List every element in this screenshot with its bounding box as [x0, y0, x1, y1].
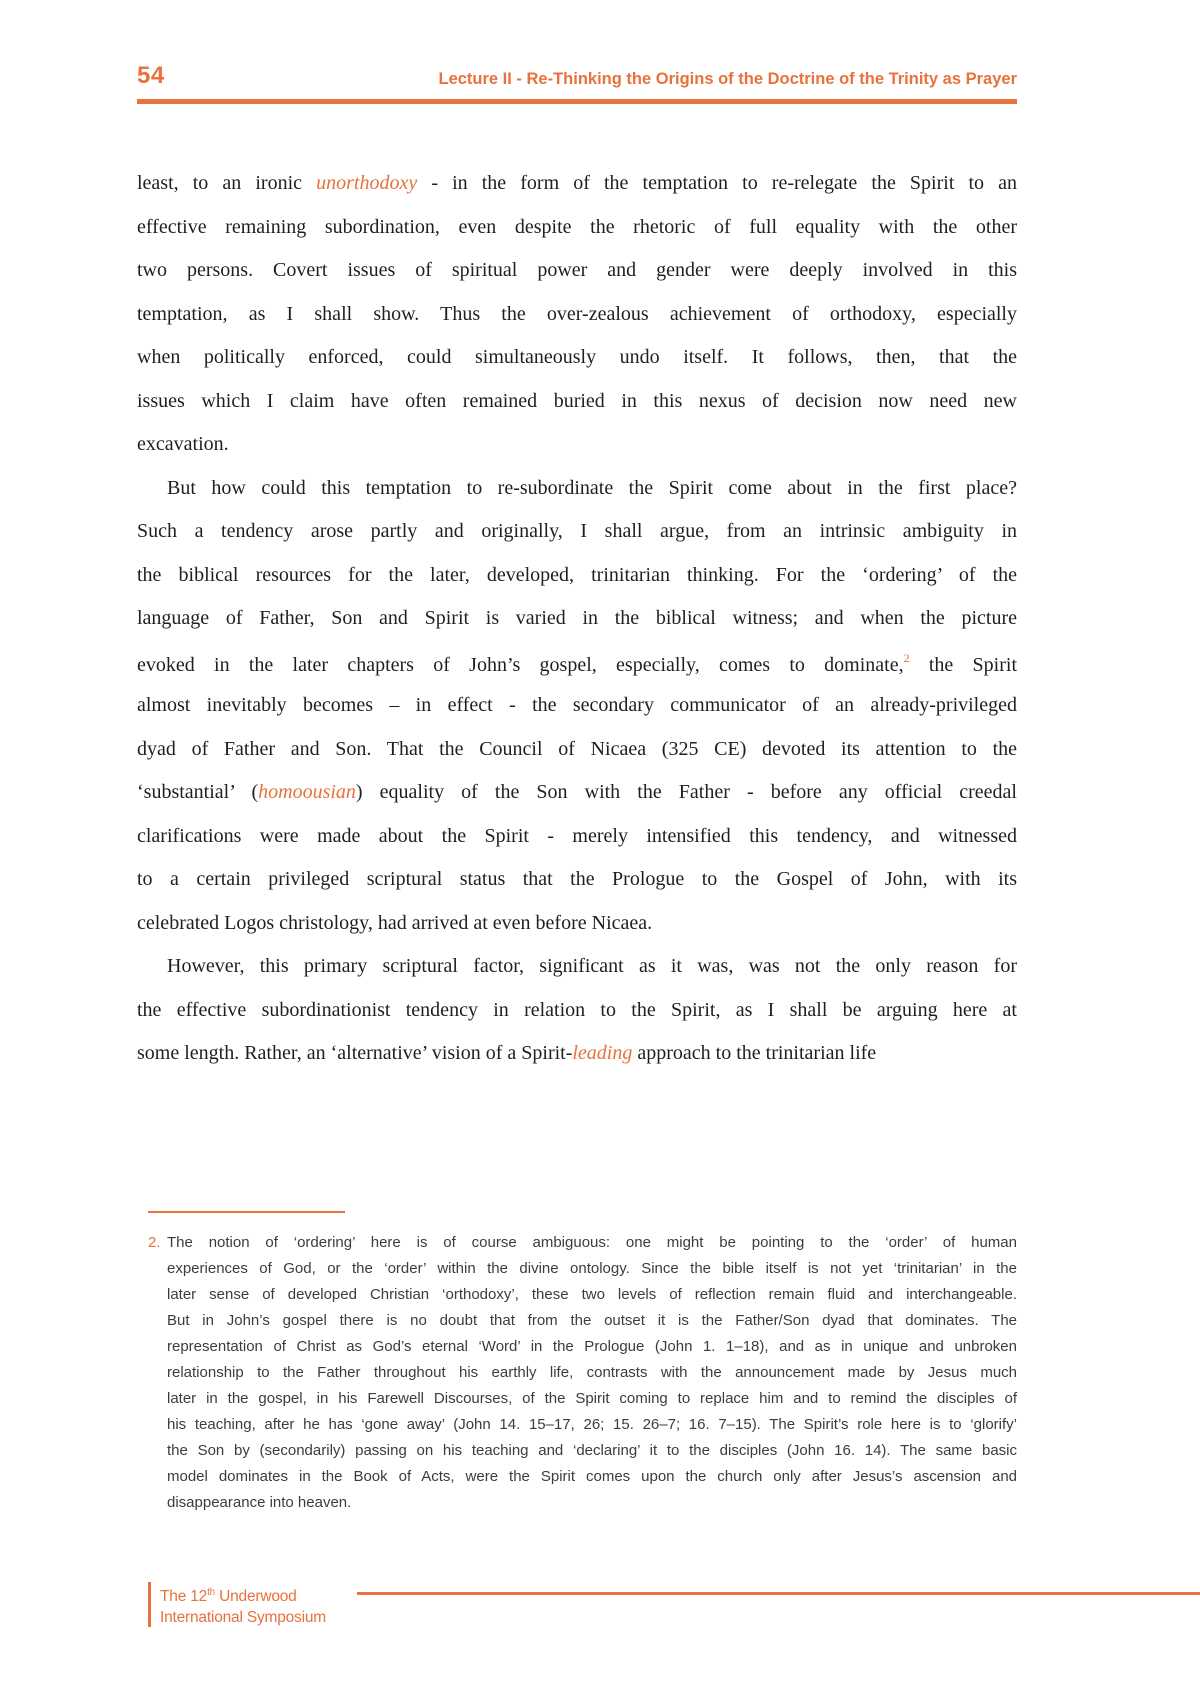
text-segment: the effective subordinationist tendency in relation to the Spirit, as I shall be arguing here at — [137, 998, 1017, 1021]
footnote-lines — [167, 1234, 1017, 1520]
text-line — [137, 520, 1017, 564]
text-segment: when politically enforced, could simultaneously undo itself. It follows, then, that the — [137, 346, 1017, 368]
text-segment-accent: leading — [572, 1042, 633, 1064]
text-segment: the biblical resources for the later, developed, trinitarian thinking. For the ‘ordering’ of the — [137, 563, 1017, 586]
text-line — [137, 607, 1017, 651]
text-segment: celebrated Logos christology, had arrived at even before Nicaea. — [137, 911, 653, 934]
text-line — [167, 1286, 1017, 1312]
footer-title-pre: The 12 — [160, 1588, 208, 1605]
text-segment: the Spirit — [909, 653, 1017, 676]
text-line — [137, 433, 1017, 477]
text-line — [167, 1338, 1017, 1364]
text-segment: Such a tendency arose partly and originally, I shall argue, from an intrinsic ambiguity in — [137, 520, 1017, 542]
text-line — [137, 825, 1017, 869]
text-line — [167, 1260, 1017, 1286]
text-line — [137, 303, 1017, 347]
footnote-number: 2. — [148, 1234, 161, 1251]
text-line — [137, 390, 1017, 434]
text-line — [167, 1234, 1017, 1260]
text-segment: ‘substantial’ ( — [137, 781, 259, 803]
body-paragraphs — [137, 172, 1017, 1086]
text-segment: ) equality of the Son with the Father - before any official creedal — [355, 781, 1017, 803]
text-segment: later sense of developed Christian ‘orthodoxy’, these two levels of reflection remain fluid and interchangeable. — [167, 1286, 1017, 1303]
text-line — [137, 1042, 1017, 1086]
text-line — [137, 564, 1017, 608]
footer-imprint-line2: International Symposium — [160, 1609, 326, 1626]
text-segment: - in the form of the temptation to re-relegate the Spirit to an — [417, 172, 1017, 194]
footer-imprint-line1 — [160, 1582, 326, 1607]
text-segment: model dominates in the Book of Acts, were the Spirit comes upon the church only after Jesus’s ascension and — [167, 1468, 1017, 1485]
text-line — [137, 651, 1017, 695]
text-segment: almost inevitably becomes – in effect - the secondary communicator of an already-privileged — [137, 694, 1017, 716]
text-line — [137, 477, 1017, 521]
text-line — [137, 999, 1017, 1043]
text-segment: some length. Rather, an ‘alternative’ vision of a Spirit- — [137, 1042, 573, 1064]
text-segment: disappearance into heaven. — [167, 1494, 352, 1511]
text-segment: However, this primary scriptural factor, significant as it was, was not the only reason for — [167, 955, 1017, 977]
text-line — [137, 346, 1017, 390]
text-segment-accent: homoousian — [258, 781, 356, 803]
text-segment: language of Father, Son and Spirit is varied in the biblical witness; and when the picture — [137, 607, 1017, 629]
text-segment: his teaching, after he has ‘gone away’ (John 14. 15–17, 26; 15. 26–7; 16. 7–15). The Spirit’s role here is to ‘glorify’ — [167, 1416, 1017, 1433]
text-segment-accent: 2 — [903, 650, 910, 665]
text-segment: least, to an ironic — [137, 172, 317, 194]
text-segment: clarifications were made about the Spirit - merely intensified this tendency, and witnessed — [137, 824, 1017, 847]
text-line — [137, 216, 1017, 260]
text-segment: the Son by (secondarily) passing on his teaching and ‘declaring’ it to the disciples (John 16. 14). The same basic — [167, 1442, 1017, 1459]
footer-accent-bar — [148, 1582, 151, 1627]
footnote-inner — [137, 1234, 1017, 1520]
text-line — [137, 738, 1017, 782]
footer-title-post: Underwood — [215, 1588, 297, 1605]
footnote-separator — [148, 1211, 345, 1213]
text-segment: excavation. — [137, 433, 229, 455]
text-segment: But in John’s gospel there is no doubt that from the outset it is the Father/Son dyad that dominates. The — [167, 1312, 1017, 1329]
text-segment: representation of Christ as God’s eternal ‘Word’ in the Prologue (John 1. 1–18), and as in unique and unbroken — [167, 1338, 1017, 1355]
text-line — [137, 955, 1017, 999]
text-line — [137, 868, 1017, 912]
text-line — [167, 1312, 1017, 1338]
text-line — [137, 694, 1017, 738]
text-line — [167, 1494, 1017, 1520]
footer-imprint — [160, 1582, 326, 1628]
footnote — [137, 1234, 1017, 1520]
header-rule — [137, 99, 1017, 104]
text-segment: issues which I claim have often remained buried in this nexus of decision now need new — [137, 389, 1017, 412]
text-segment: experiences of God, or the ‘order’ within the divine ontology. Since the bible itself is not yet ‘trinitarian’ in the — [167, 1260, 1017, 1277]
text-segment: later in the gospel, in his Farewell Discourses, of the Spirit coming to replace him and to remind the disciples of — [167, 1390, 1017, 1407]
text-segment: relationship to the Father throughout his earthly life, contrasts with the announcement made by Jesus much — [167, 1364, 1017, 1381]
text-line — [137, 172, 1017, 216]
running-header-title: Lecture II - Re-Thinking the Origins of the Doctrine of the Trinity as Prayer — [438, 70, 1017, 88]
footer-rule — [357, 1592, 1200, 1595]
text-segment: approach to the trinitarian life — [632, 1042, 877, 1064]
page-number: 54 — [137, 62, 165, 89]
text-line — [137, 781, 1017, 825]
text-segment: evoked in the later chapters of John’s gospel, especially, comes to dominate, — [137, 653, 904, 676]
text-segment: two persons. Covert issues of spiritual power and gender were deeply involved in this — [137, 259, 1017, 281]
text-segment: But how could this temptation to re-subordinate the Spirit come about in the first place? — [167, 476, 1017, 499]
text-segment: effective remaining subordination, even despite the rhetoric of full equality with the other — [137, 215, 1017, 238]
text-line — [137, 912, 1017, 956]
text-line — [167, 1468, 1017, 1494]
footer-title-sup: th — [207, 1587, 216, 1598]
text-segment: dyad of Father and Son. That the Council of Nicaea (325 CE) devoted its attention to the — [137, 737, 1017, 760]
text-line — [167, 1442, 1017, 1468]
text-line — [167, 1364, 1017, 1390]
text-line — [137, 259, 1017, 303]
text-segment: The notion of ‘ordering’ here is of course ambiguous: one might be pointing to the ‘order’ of human — [167, 1234, 1017, 1251]
text-segment: temptation, as I shall show. Thus the over-zealous achievement of orthodoxy, especially — [137, 302, 1017, 325]
text-segment-accent: unorthodoxy — [316, 172, 418, 194]
text-line — [167, 1390, 1017, 1416]
text-line — [167, 1416, 1017, 1442]
text-segment: to a certain privileged scriptural status that the Prologue to the Gospel of John, with its — [137, 868, 1017, 890]
